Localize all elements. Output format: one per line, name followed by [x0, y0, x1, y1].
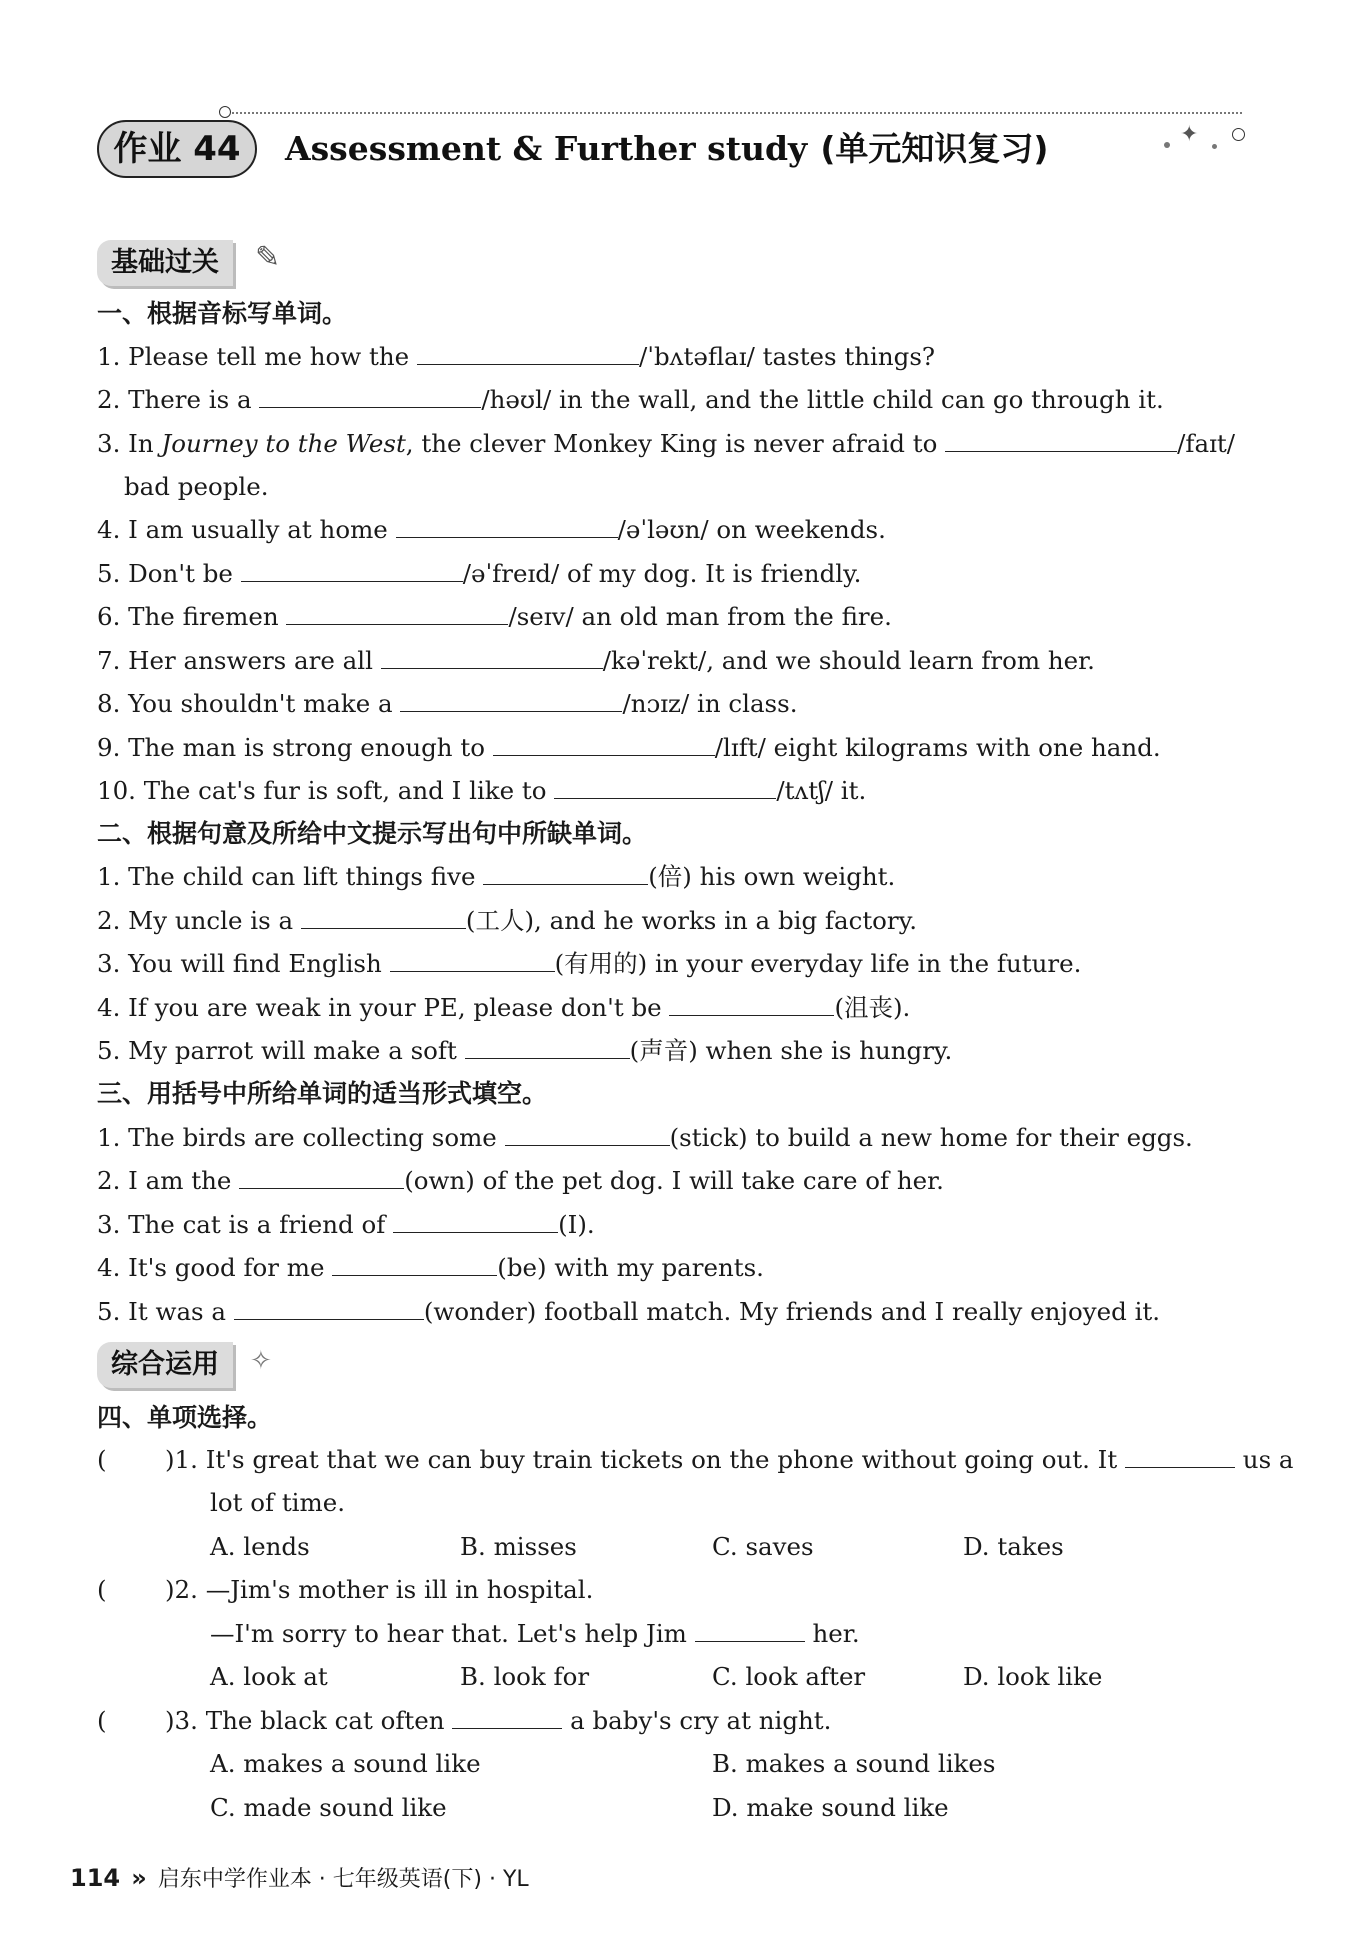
question-line-continuation: bad people.	[124, 472, 269, 501]
section-tag-basics	[97, 240, 233, 286]
question-line: 9. The man is strong enough to /lɪft/ eight kilograms with one hand.	[97, 733, 1161, 762]
option-c[interactable]: C. saves	[712, 1532, 814, 1561]
question-line: 5. My parrot will make a soft (声音) when she is hungry.	[97, 1036, 953, 1065]
option-d[interactable]: D. make sound like	[712, 1793, 949, 1822]
question-line: 5. Don't be /əˈfreɪd/ of my dog. It is friendly.	[97, 559, 862, 588]
answer-paren[interactable]: (	[97, 1445, 107, 1474]
answer-blank[interactable]	[241, 559, 463, 582]
mc-question-stem: )1. It's great that we can buy train tickets on the phone without going out. It us a	[165, 1445, 1294, 1474]
answer-blank[interactable]	[259, 385, 481, 408]
option-a[interactable]: A. makes a sound like	[210, 1749, 481, 1778]
option-a[interactable]: A. lends	[210, 1532, 310, 1561]
title-subtitle: (单元知识复习)	[820, 129, 1049, 168]
question-line: 3. The cat is a friend of (I).	[97, 1210, 595, 1239]
section-tag-integrated	[97, 1342, 233, 1388]
mc-question-line2: —I'm sorry to hear that. Let's help Jim her.	[210, 1619, 860, 1648]
sparkle-icon: ✦	[1180, 122, 1199, 147]
question-line: 8. You shouldn't make a /nɔɪz/ in class.	[97, 689, 798, 718]
question-line: 1. Please tell me how the /ˈbʌtəflaɪ/ tastes things?	[97, 342, 936, 371]
question-line: 1. The birds are collecting some (stick) to build a new home for their eggs.	[97, 1123, 1193, 1152]
mc-question-stem: )3. The black cat often a baby's cry at night.	[165, 1706, 832, 1735]
answer-blank[interactable]	[695, 1619, 805, 1642]
dot-icon	[1212, 144, 1217, 149]
answer-blank[interactable]	[465, 1036, 630, 1059]
answer-blank[interactable]	[239, 1166, 404, 1189]
option-d[interactable]: D. look like	[963, 1662, 1103, 1691]
footer-text: 启东中学作业本 · 七年级英语(下) · YL	[157, 1867, 529, 1892]
part3-heading: 三、用括号中所给单词的适当形式填空。	[97, 1079, 548, 1108]
assignment-badge	[97, 120, 257, 178]
double-chevron-icon: »	[131, 1864, 147, 1892]
question-line: 2. There is a /həʊl/ in the wall, and the little child can go through it.	[97, 385, 1164, 414]
question-line: 7. Her answers are all /kəˈrekt/, and we should learn from her.	[97, 646, 1095, 675]
answer-blank[interactable]	[945, 429, 1177, 452]
answer-blank[interactable]	[393, 1210, 558, 1233]
mc-question-continuation: lot of time.	[210, 1488, 346, 1517]
part1-heading: 一、根据音标写单词。	[97, 299, 348, 328]
answer-blank[interactable]	[332, 1253, 497, 1276]
answer-blank[interactable]	[396, 515, 618, 538]
answer-blank[interactable]	[505, 1123, 670, 1146]
option-d[interactable]: D. takes	[963, 1532, 1064, 1561]
section-tag-label: 基础过关	[111, 247, 219, 278]
assignment-number: 作业 44	[113, 129, 241, 169]
answer-blank[interactable]	[286, 602, 508, 625]
header-dotted-rule	[232, 112, 1242, 114]
question-line: 3. In Journey to the West, the clever Monkey King is never afraid to /faɪt/	[97, 429, 1236, 458]
question-line: 1. The child can lift things five (倍) his own weight.	[97, 862, 896, 891]
option-c[interactable]: C. look after	[712, 1662, 866, 1691]
part4-heading: 四、单项选择。	[97, 1403, 273, 1432]
question-line: 2. I am the (own) of the pet dog. I will take care of her.	[97, 1166, 944, 1195]
small-circle-icon	[1232, 128, 1245, 141]
answer-blank[interactable]	[493, 733, 715, 756]
option-c[interactable]: C. made sound like	[210, 1793, 447, 1822]
answer-blank[interactable]	[301, 906, 466, 929]
mc-question-stem: )2. —Jim's mother is ill in hospital.	[165, 1575, 594, 1604]
page-title	[285, 124, 1049, 174]
answer-blank[interactable]	[234, 1297, 424, 1320]
footer	[70, 1862, 529, 1893]
answer-paren[interactable]: (	[97, 1706, 107, 1735]
question-line: 6. The firemen /seɪv/ an old man from the fire.	[97, 602, 892, 631]
question-line: 2. My uncle is a (工人), and he works in a big factory.	[97, 906, 918, 935]
answer-paren[interactable]: (	[97, 1575, 107, 1604]
option-b[interactable]: B. makes a sound likes	[712, 1749, 996, 1778]
answer-blank[interactable]	[390, 949, 555, 972]
question-line: 5. It was a (wonder) football match. My friends and I really enjoyed it.	[97, 1297, 1161, 1326]
option-b[interactable]: B. misses	[460, 1532, 577, 1561]
question-line: 3. You will find English (有用的) in your everyday life in the future.	[97, 949, 1082, 978]
question-line: 4. It's good for me (be) with my parents.	[97, 1253, 764, 1282]
part2-heading: 二、根据句意及所给中文提示写出句中所缺单词。	[97, 819, 648, 848]
question-line: 4. If you are weak in your PE, please don't be (沮丧).	[97, 993, 911, 1022]
pencil-icon: ✎	[255, 240, 281, 275]
section-tag-label: 综合运用	[111, 1349, 219, 1380]
answer-blank[interactable]	[483, 862, 648, 885]
answer-blank[interactable]	[381, 646, 603, 669]
option-b[interactable]: B. look for	[460, 1662, 590, 1691]
header-circle-icon	[219, 106, 231, 118]
answer-blank[interactable]	[417, 342, 639, 365]
page-number: 114	[70, 1864, 121, 1892]
answer-blank[interactable]	[554, 776, 776, 799]
option-a[interactable]: A. look at	[210, 1662, 328, 1691]
answer-blank[interactable]	[400, 689, 622, 712]
answer-blank[interactable]	[669, 993, 834, 1016]
title-text: Assessment & Further study	[285, 129, 808, 168]
answer-blank[interactable]	[452, 1706, 562, 1729]
answer-blank[interactable]	[1125, 1445, 1235, 1468]
dot-icon	[1164, 142, 1170, 148]
question-line: 4. I am usually at home /əˈləʊn/ on weekends.	[97, 515, 886, 544]
question-line: 10. The cat's fur is soft, and I like to /tʌtʃ/ it.	[97, 776, 867, 805]
sparkle-decoration-icon: ✧	[250, 1346, 272, 1376]
